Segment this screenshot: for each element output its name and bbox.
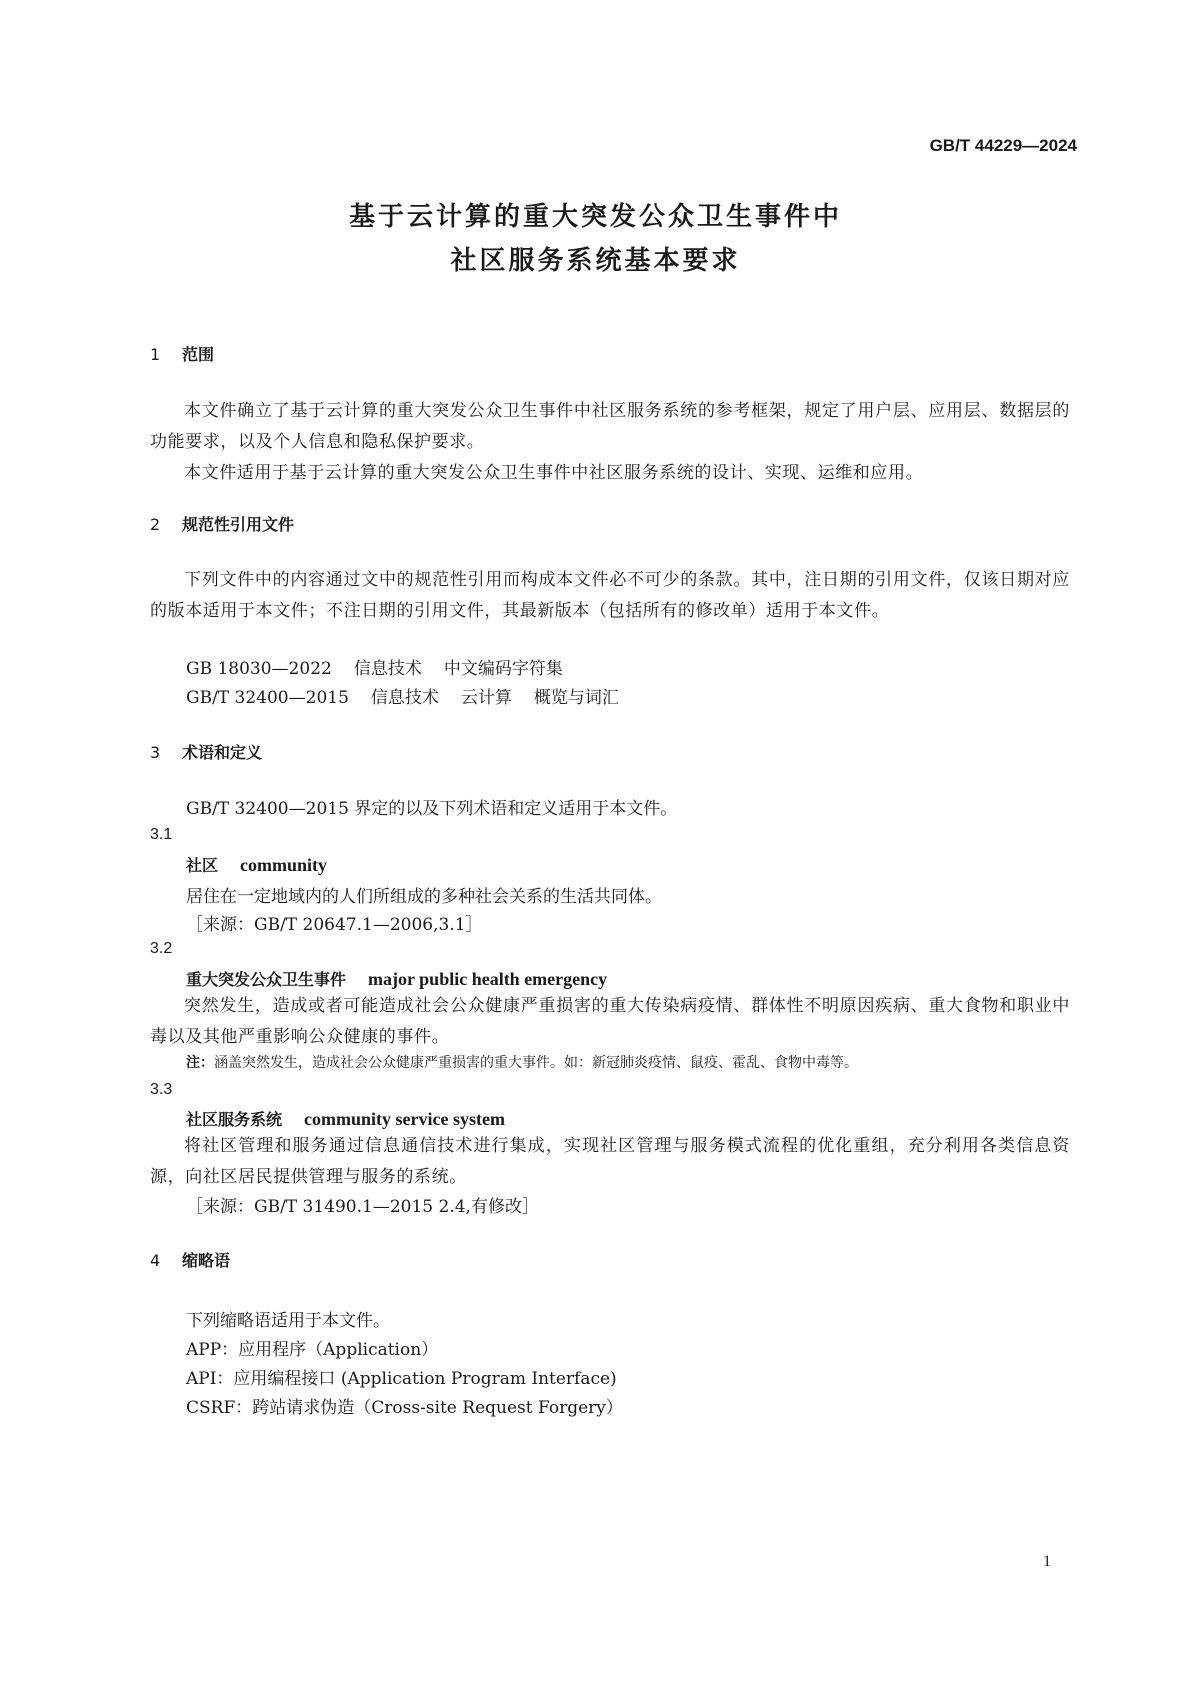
section-title: 缩略语 <box>182 1251 231 1270</box>
page-number: 1 <box>1043 1553 1051 1570</box>
section-number: 4 <box>150 1251 161 1270</box>
paragraph: 下列文件中的内容通过文中的规范性引用而构成本文件必不可少的条款。其中，注日期的引用文件，仅该日期对应的版本适用于本文件；不注日期的引用文件，其最新版本（包括所有的修改单）适用于本文件。 <box>150 570 1070 621</box>
term-3-3-definition <box>150 1131 1070 1193</box>
section-2-body <box>150 565 1070 627</box>
term-english: community <box>240 855 328 875</box>
section-title: 术语和定义 <box>182 743 263 762</box>
section-number: 2 <box>150 515 161 534</box>
section-title: 规范性引用文件 <box>182 515 295 534</box>
note-label: 注： <box>186 1055 214 1071</box>
term-3-2-note <box>186 1052 858 1072</box>
term-3-3-source: ［来源：GB/T 31490.1—2015 2.4,有修改］ <box>186 1197 539 1217</box>
section-3-intro: GB/T 32400—2015 界定的以及下列术语和定义适用于本文件。 <box>186 799 678 819</box>
reference-code: GB 18030—2022 <box>186 659 332 679</box>
document-title-line1: 基于云计算的重大突发公众卫生事件中 <box>348 202 842 232</box>
term-3-2-number: 3.2 <box>150 940 173 957</box>
standard-number: GB/T 44229—2024 <box>929 136 1077 155</box>
section-1-body <box>150 396 1070 489</box>
reference-part: 信息技术 <box>370 688 439 708</box>
term-english: community service system <box>304 1109 505 1129</box>
term-chinese: 社区服务系统 <box>186 1110 283 1129</box>
section-number: 3 <box>150 743 161 762</box>
term-chinese: 社区 <box>186 856 219 875</box>
note-text: 涵盖突然发生，造成社会公众健康严重损害的重大事件。如：新冠肺炎疫情、鼠疫、霍乱、食物中毒等。 <box>214 1055 858 1071</box>
reference-part: 中文编码字符集 <box>443 659 563 679</box>
normative-reference-1 <box>186 654 563 679</box>
section-4-intro: 下列缩略语适用于本文件。 <box>186 1311 390 1331</box>
normative-reference-2 <box>186 683 619 708</box>
term-3-2-definition <box>150 991 1070 1053</box>
paragraph: 本文件确立了基于云计算的重大突发公众卫生事件中社区服务系统的参考框架，规定了用户层、应用层、数据层的功能要求，以及个人信息和隐私保护要求。 <box>150 401 1070 452</box>
term-3-3-title <box>186 1107 505 1130</box>
reference-part: 云计算 <box>460 688 512 708</box>
reference-code: GB/T 32400—2015 <box>186 688 349 708</box>
abbreviation-app: APP：应用程序（Application） <box>186 1340 439 1360</box>
term-english: major public health emergency <box>368 969 608 989</box>
paragraph: 本文件适用于基于云计算的重大突发公众卫生事件中社区服务系统的设计、实现、运维和应用。 <box>184 463 924 483</box>
paragraph: 突然发生，造成或者可能造成社会公众健康严重损害的重大传染病疫情、群体性不明原因疾病、重大食物和职业中毒以及其他严重影响公众健康的事件。 <box>150 996 1070 1047</box>
section-2-heading <box>150 512 294 535</box>
section-1-heading <box>150 342 214 365</box>
abbreviation-api: API：应用编程接口 (Application Program Interface) <box>186 1369 617 1389</box>
document-title-line2: 社区服务系统基本要求 <box>450 246 741 276</box>
abbreviation-csrf: CSRF：跨站请求伪造（Cross-site Request Forgery） <box>186 1398 623 1418</box>
reference-part: 概览与词汇 <box>533 688 619 708</box>
section-title: 范围 <box>182 345 215 364</box>
term-3-1-definition: 居住在一定地域内的人们所组成的多种社会关系的生活共同体。 <box>186 887 662 907</box>
paragraph: 将社区管理和服务通过信息通信技术进行集成，实现社区管理与服务模式流程的优化重组，充分利用各类信息资源，向社区居民提供管理与服务的系统。 <box>150 1136 1070 1187</box>
term-3-2-title <box>186 967 607 990</box>
term-3-1-title <box>186 853 327 876</box>
reference-part: 信息技术 <box>353 659 422 679</box>
term-3-3-number: 3.3 <box>150 1081 173 1098</box>
section-4-heading <box>150 1248 230 1271</box>
term-chinese: 重大突发公众卫生事件 <box>186 970 347 989</box>
term-3-1-source: ［来源：GB/T 20647.1—2006,3.1］ <box>186 915 483 935</box>
term-3-1-number: 3.1 <box>150 826 173 843</box>
section-3-heading <box>150 740 262 763</box>
section-number: 1 <box>150 345 161 364</box>
